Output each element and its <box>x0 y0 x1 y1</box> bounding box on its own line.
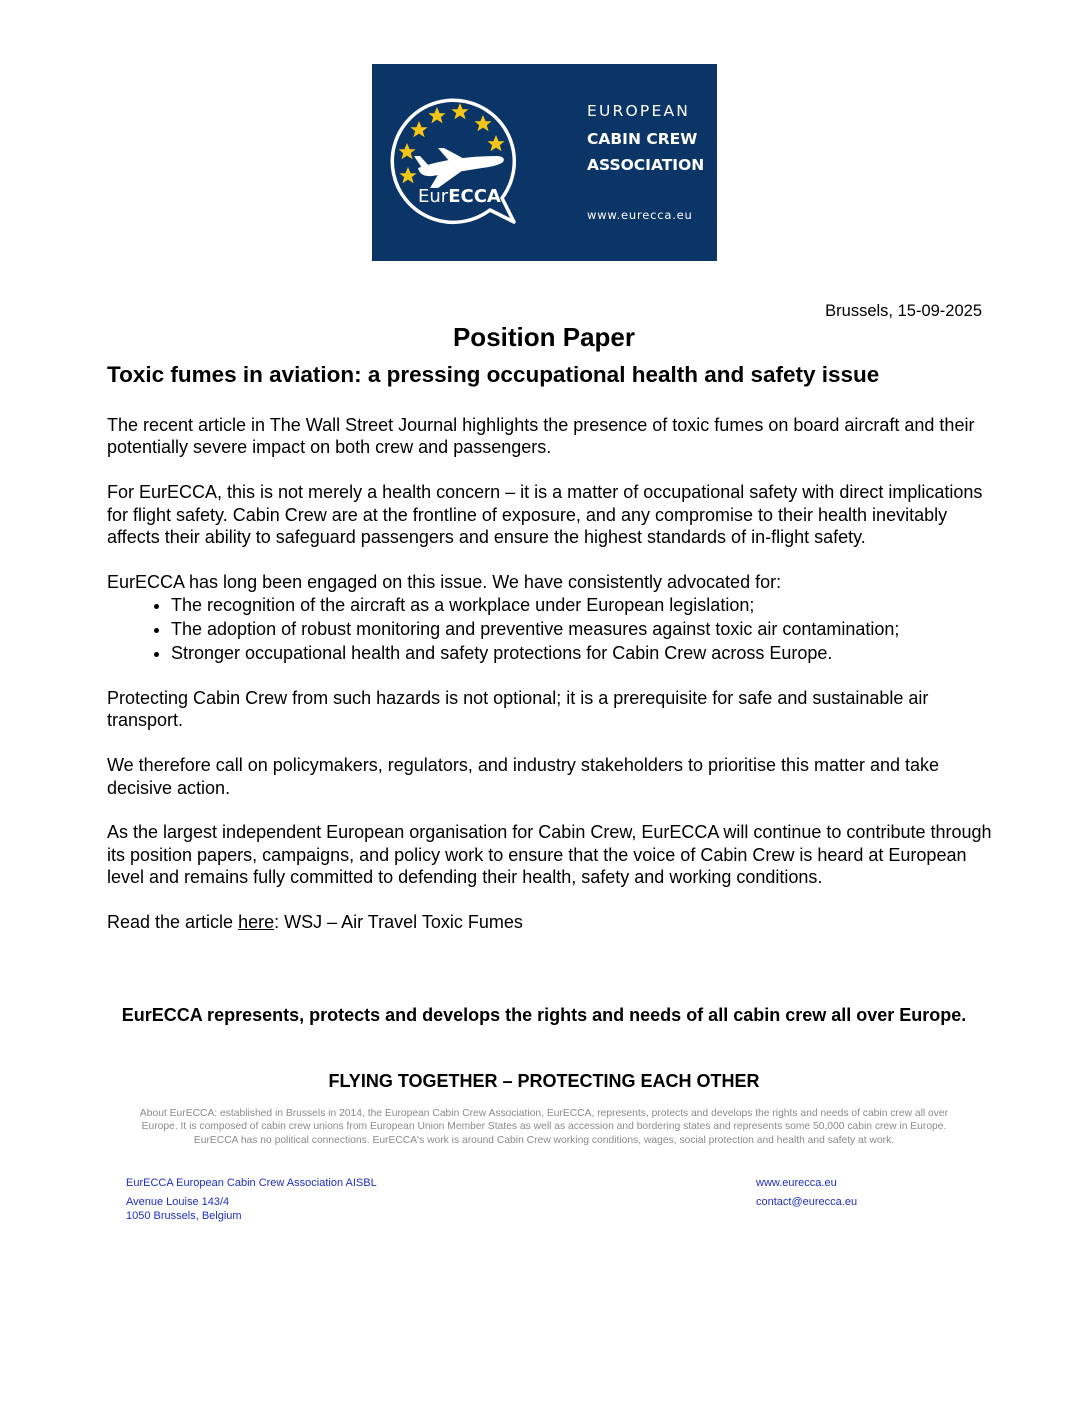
list-item: • The adoption of robust monitoring and preventive measures against toxic air contamination; <box>171 618 992 640</box>
page-subtitle: Toxic fumes in aviation: a pressing occupational health and safety issue <box>107 362 880 387</box>
tagline: EurECCA represents, protects and develops the rights and needs of all cabin crew all over Europe. <box>121 1005 967 1025</box>
footer-contacts <box>756 1176 857 1209</box>
paragraph-wsj-intro: The recent article in The Wall Street Journal highlights the presence of toxic fumes on board aircraft and their potentially severe impact on both crew and passengers. <box>107 415 975 458</box>
logo-url: www.eurecca.eu <box>587 208 693 222</box>
paragraph-call-to-action: We therefore call on policymakers, regulators, and industry stakeholders to prioritise this matter and take decisive action. <box>107 755 940 798</box>
paragraph-protecting-crew: Protecting Cabin Crew from such hazards is not optional; it is a prerequisite for safe and sustainable air transport. <box>107 688 929 731</box>
footer-email-link[interactable]: contact@eurecca.eu <box>756 1195 858 1208</box>
footer-city: 1050 Brussels, Belgium <box>126 1210 242 1223</box>
about-eurecca: About EurECCA: established in Brussels in 2014, the European Cabin Crew Association, EurECCA, represents, protects and develops the rights and needs of cabin crew all over Europe. It is composed of cabin crew unions from European Union Member States as well as accession and bordering states and represents some 50,000 cabin crew in Europe. EurECCA has no political connections. EurECCA's work is around Cabin Crew working conditions, wages, social protection and health and safety at work. <box>139 1108 949 1146</box>
read-article-suffix: : WSJ – Air Travel Toxic Fumes <box>274 912 523 933</box>
read-article-prefix: Read the article <box>107 912 239 933</box>
motto: FLYING TOGETHER – PROTECTING EACH OTHER <box>328 1071 760 1091</box>
read-article-line <box>107 911 992 933</box>
article-link[interactable]: here <box>238 912 275 933</box>
list-item: • Stronger occupational health and safety protections for Cabin Crew across Europe. <box>171 642 992 664</box>
document-date: Brussels, 15-09-2025 <box>825 302 982 320</box>
paragraph-commitment: As the largest independent European organisation for Cabin Crew, EurECCA will continue to contribute through its position papers, campaigns, and policy work to ensure that the voice of Cabin Crew is heard at European level and remains fully committed to defending their health, safety and working conditions. <box>107 822 992 888</box>
list-item: • The recognition of the aircraft as a workplace under European legislation; <box>171 594 992 616</box>
advocacy-list <box>107 594 992 664</box>
logo-brand-prefix: Eur <box>418 186 449 207</box>
paragraph-advocacy: EurECCA has long been engaged on this issue. We have consistently advocated for: <box>107 571 782 592</box>
logo-line-cabin-crew: CABIN CREW <box>587 130 698 148</box>
document-body <box>107 414 992 956</box>
eurecca-logo <box>372 64 717 261</box>
logo-brand-bold: ECCA <box>448 186 501 207</box>
footer-org-name: EurECCA European Cabin Crew Association AISBL <box>126 1177 377 1189</box>
page-title: Position Paper <box>452 322 636 352</box>
logo-line-association: ASSOCIATION <box>587 156 705 174</box>
paragraph-eurecca-concern: For EurECCA, this is not merely a health concern – it is a matter of occupational safety with direct implications for flight safety. Cabin Crew are at the frontline of exposure, and any compromise to their health inevitably affects their ability to safeguard passengers and ensure the highest standards of in-flight safety. <box>107 482 983 548</box>
logo-line-european: EUROPEAN <box>587 102 691 120</box>
footer-website-link[interactable]: www.eurecca.eu <box>756 1177 837 1189</box>
footer-address <box>126 1176 377 1224</box>
logo-graphic <box>372 64 717 261</box>
logo-brand-text <box>418 186 501 207</box>
footer-street: Avenue Louise 143/4 <box>126 1195 230 1208</box>
